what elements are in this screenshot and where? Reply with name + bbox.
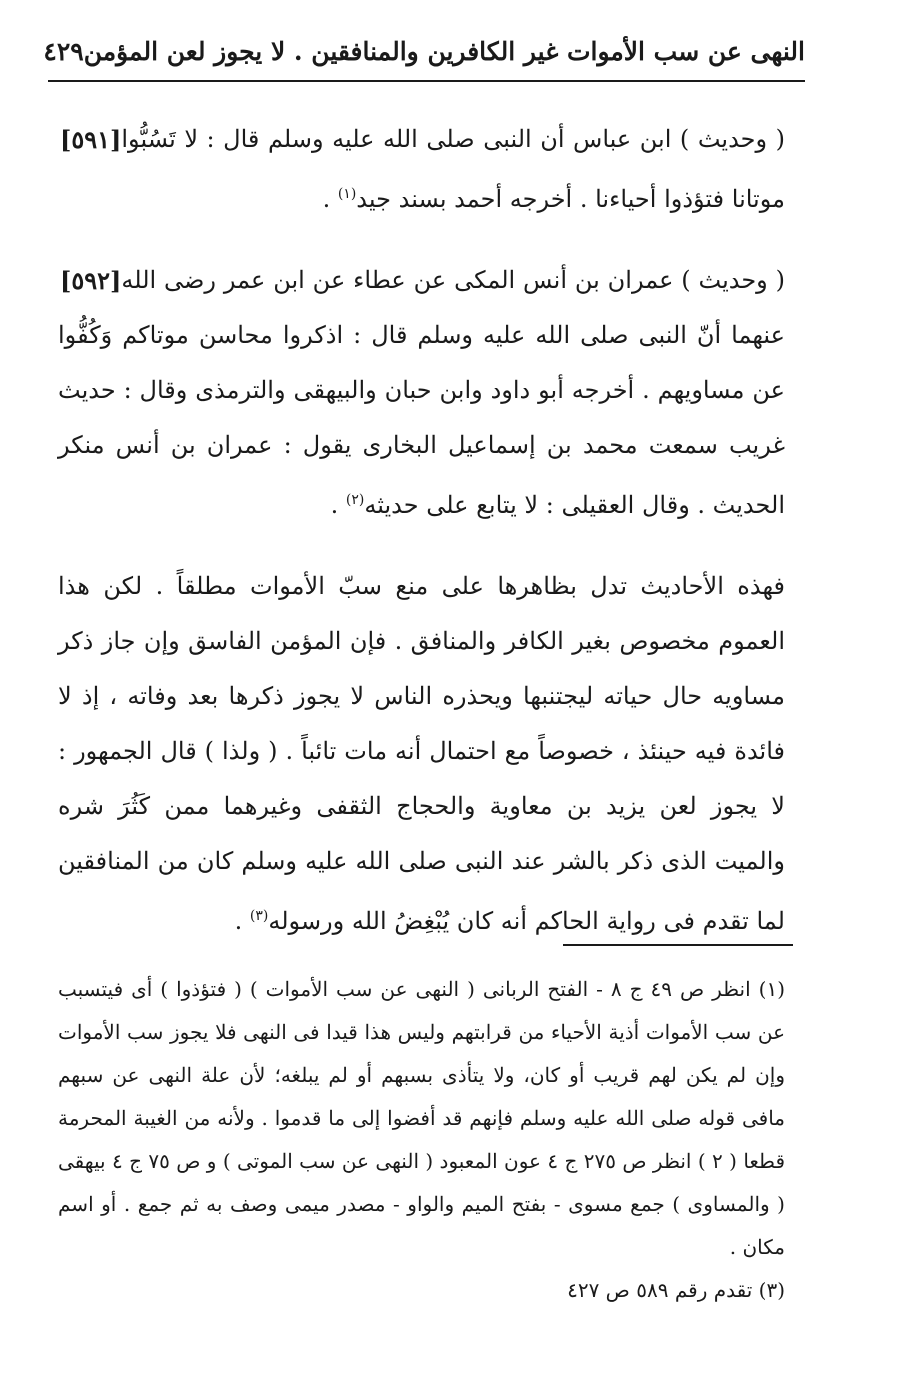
paragraph-text: ( وحديث ) ابن عباس أن النبى صلى الله عليه وسلم قال : لا تَسُبُّوا موتانا فتؤذوا أحياءنا . أخرجه أحمد بسند جيد — [121, 125, 785, 213]
footnote-divider — [563, 944, 793, 946]
footnote-marker: (٣) — [249, 908, 269, 924]
footnote-marker: (٢) — [345, 492, 365, 508]
header-divider — [48, 80, 805, 82]
hadith-reference-number: [٥٩١] — [60, 125, 122, 154]
footnotes — [58, 968, 785, 1312]
commentary-paragraph — [58, 559, 785, 949]
main-text — [58, 112, 785, 967]
paragraph-end: . — [322, 185, 338, 213]
hadith-paragraph-2 — [58, 253, 785, 533]
paragraph-end: . — [330, 491, 346, 519]
page-number: ٤٢٩ — [43, 36, 84, 66]
header-title: النهى عن سب الأموات غير الكافرين والمنافقين . لا يجوز لعن المؤمن — [83, 36, 805, 66]
paragraph-text: ( وحديث ) عمران بن أنس المكى عن عطاء عن ابن عمر رضى الله عنهما أنّ النبى صلى الله عليه وسلم قال : اذكروا محاسن موتاكم وَكُفُّوا عن مساويهم . أخرجه أبو داود وابن حبان والبيهقى والترمذى وقال : حديث غريب سمعت محمد بن إسماعيل البخارى يقول : عمران بن أنس منكر الحديث . وقال العقيلى : لا يتابع على حديثه — [58, 266, 786, 519]
paragraph-end: . — [234, 907, 250, 935]
footnote-marker: (١) — [337, 186, 357, 202]
footnote-3: (٣) تقدم رقم ٥٨٩ ص ٤٢٧ — [567, 1278, 785, 1302]
footnote-1-2: (١) انظر ص ٤٩ ج ٨ - الفتح الربانى ( النهى عن سب الأموات ) ( فتؤذوا ) أى فيتسبب عن سب الأموات أذية الأحياء من قرابتهم وليس هذا قيدا فى النهى فلا يجوز سب الأموات وإن لم يكن لهم قريب أو كان، ولا يتأذى بسبهم أو لم يبلغه؛ لأن علة النهى عن سبهم مافى قوله صلى الله عليه وسلم فإنهم قد أفضوا إلى ما قدموا . ولأنه من الغيبة المحرمة قطعا ( ٢ ) انظر ص ٢٧٥ ج ٤ عون المعبود ( النهى عن سب الموتى ) و ص ٧٥ ج ٤ بيهقى ( والمساوى ) جمع مسوى - بفتح الميم والواو - مصدر ميمى وصف به ثم جمع . أو اسم مكان . — [58, 977, 786, 1259]
paragraph-text: فهذه الأحاديث تدل بظاهرها على منع سبّ الأموات مطلقاً . لكن هذا العموم مخصوص بغير الكافر والمنافق . فإن المؤمن الفاسق وإن جاز ذكر مساويه حال حياته ليجتنبها ويحذره الناس لا يجوز ذكرها بعد وفاته ، إذ لا فائدة فيه حينئذ ، خصوصاً مع احتمال أنه مات تائباً . ( ولذا ) قال الجمهور : لا يجوز لعن يزيد بن معاوية والحجاج الثقفى وغيرهما ممن كَثُرَ شره والميت الذى ذكر بالشر عند النبى صلى الله عليه وسلم كان من المنافقين لما تقدم فى رواية الحاكم أنه كان يُبْغِضُ الله ورسوله — [58, 572, 785, 935]
running-header — [43, 28, 805, 74]
hadith-reference-number: [٥٩٢] — [60, 266, 122, 295]
hadith-paragraph-1 — [58, 112, 785, 227]
